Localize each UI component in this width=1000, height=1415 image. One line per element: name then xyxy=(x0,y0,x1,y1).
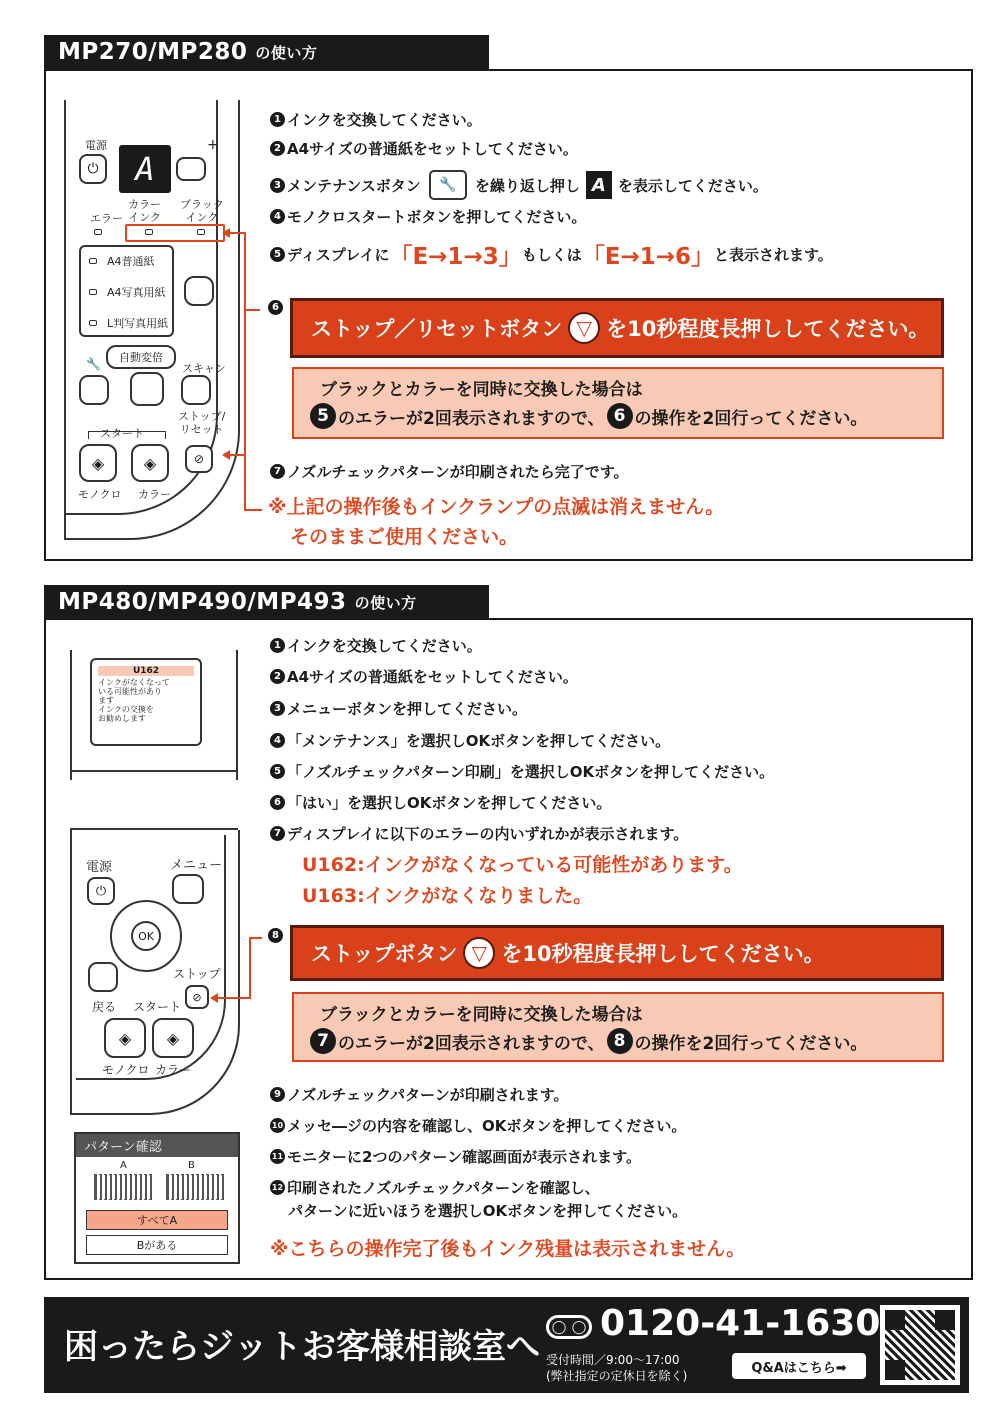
pattern-option-b-exists-label: Bがある xyxy=(136,1239,178,1252)
s1-note-post: の操作を2回行ってください。 xyxy=(634,408,868,429)
s2-step-3 xyxy=(270,698,527,719)
pointer-arrowhead-stop xyxy=(222,450,230,460)
panel2-mono-label: モノクロ xyxy=(102,1063,150,1077)
s1-step-4-num: 4 xyxy=(270,209,285,224)
s1-step-5-post: と表示されます。 xyxy=(714,246,833,264)
s1-step-6-num: 6 xyxy=(268,300,283,315)
pattern-label-b: B xyxy=(188,1160,195,1171)
s2-warning: ※こちらの操作完了後もインク残量は表示されません。 xyxy=(270,1238,746,1260)
panel2-back-label: 戻る xyxy=(92,1000,117,1014)
s1-step-1-text: インクを交換してください。 xyxy=(287,111,482,129)
footer-title: 困ったらジットお客様相談室へ xyxy=(64,1327,540,1367)
s2-step-5-text: 「ノズルチェックパターン印刷」を選択しOKボタンを押してください。 xyxy=(287,763,775,781)
s1-note-line1: ブラックとカラーを同時に交換した場合は xyxy=(320,380,643,400)
power-icon: ⏻ xyxy=(87,161,99,177)
section1-title-suffix: の使い方 xyxy=(255,43,318,62)
s1-step-3-mid: を繰り返し押し xyxy=(474,176,580,195)
start-diamond-icon: ◈ xyxy=(91,453,105,473)
s1-step-4-text: モノクロスタートボタンを押してください。 xyxy=(287,208,587,226)
panel1-maintenance-icon: 🔧 xyxy=(86,357,101,371)
s1-banner-post: を10秒程度長押ししてください。 xyxy=(606,317,930,341)
footer-phone: 0120-41-1630 xyxy=(600,1303,881,1344)
s1-step-1-num: 1 xyxy=(270,112,285,127)
s1-step-3 xyxy=(270,170,768,200)
s2-step-2 xyxy=(270,666,578,687)
pattern-option-b-exists[interactable] xyxy=(86,1235,228,1255)
panel1-color-label: カラー xyxy=(138,488,171,501)
panel1-display-text: A xyxy=(135,150,155,188)
s1-step-1 xyxy=(270,109,482,130)
panel2-hinge xyxy=(70,770,238,830)
section2-title xyxy=(44,585,489,619)
s2-step-1 xyxy=(270,635,482,656)
s2-note-post: の操作を2回行ってください。 xyxy=(634,1033,868,1054)
s2-step-2-num: 2 xyxy=(270,669,285,684)
pattern-confirm-box xyxy=(74,1132,240,1264)
s1-step-5-pre: ディスプレイに xyxy=(287,246,390,264)
freedial-circle-left-icon: ◯ xyxy=(551,1319,567,1335)
s1-step-5-num: 5 xyxy=(270,247,285,262)
s2-step-4 xyxy=(270,730,670,751)
s2-step-9-num: 9 xyxy=(270,1087,285,1102)
s2-step-3-text: メニューボタンを押してください。 xyxy=(287,700,528,718)
s2-step-8-num: 8 xyxy=(268,928,283,943)
s2-step-2-text: A4サイズの普通紙をセットしてください。 xyxy=(287,668,578,686)
pattern-option-all-a[interactable] xyxy=(86,1210,228,1230)
panel1-paper-label-3: L判写真用紙 xyxy=(107,317,169,330)
s2-step-12-text: 印刷されたノズルチェックパターンを確認し、 xyxy=(287,1179,600,1197)
s2-step-1-text: インクを交換してください。 xyxy=(287,637,482,655)
panel1-start-label: スタート xyxy=(100,427,144,440)
panel1-mono-label: モノクロ xyxy=(78,488,122,501)
panel1-color-ink-label: カラー インク xyxy=(128,198,161,224)
footer-hours-line1: 受付時間／9:00〜17:00 xyxy=(546,1353,680,1367)
s1-step-4 xyxy=(270,206,586,227)
s2-step-6-num: 6 xyxy=(270,795,285,810)
footer-qa-label: Q&Aはこちら➡ xyxy=(751,1360,847,1376)
freedial-circle-right-icon: ◯ xyxy=(571,1319,587,1335)
s2-step-8-marker xyxy=(268,928,285,943)
panel2-screen-code: U162 xyxy=(98,666,194,676)
s1-step-5-code2: 「E→1→6」 xyxy=(581,244,714,270)
s1-banner-pre: ストップ／リセットボタン xyxy=(311,317,563,341)
footer-hours-line2: (弊社指定の定休日を除く) xyxy=(546,1369,688,1383)
s2-note-box xyxy=(292,992,944,1062)
start-diamond-icon: ◈ xyxy=(118,1028,132,1048)
s1-step-2 xyxy=(270,138,578,159)
s2-note-line2 xyxy=(308,1028,928,1054)
stop-icon: ⊘ xyxy=(193,452,205,466)
start-diamond-icon: ◈ xyxy=(143,453,157,473)
footer-qa-button[interactable] xyxy=(732,1353,866,1379)
s2-step-11 xyxy=(270,1146,641,1167)
s2-step-3-num: 3 xyxy=(270,701,285,716)
stop-reset-icon: ▽ xyxy=(568,312,600,344)
pattern-option-all-a-label: すべてA xyxy=(136,1214,178,1227)
s1-step-2-num: 2 xyxy=(270,141,285,156)
panel1-auto-copy-label: 自動変倍 xyxy=(119,351,163,364)
s2-step-4-num: 4 xyxy=(270,733,285,748)
s2-step-10 xyxy=(270,1115,686,1136)
s1-step-3-num: 3 xyxy=(270,178,285,193)
s1-step-7 xyxy=(270,461,629,482)
s1-step-2-text: A4サイズの普通紙をセットしてください。 xyxy=(287,140,578,158)
pointer-line-stop2 xyxy=(216,938,262,998)
s2-banner-post: を10秒程度長押ししてください。 xyxy=(501,942,825,966)
s1-note-box xyxy=(292,367,944,439)
s2-step-7 xyxy=(270,823,688,844)
s2-step-9 xyxy=(270,1084,569,1105)
panel2-stop-label: ストップ xyxy=(173,967,221,981)
s2-step-7-text: ディスプレイに以下のエラーの内いずれかが表示されます。 xyxy=(287,825,689,843)
s2-step-6-text: 「はい」を選択しOKボタンを押してください。 xyxy=(287,794,612,812)
panel2-mono-start-button[interactable] xyxy=(104,1018,146,1058)
stop-icon: ⊘ xyxy=(192,990,202,1004)
s1-step-5 xyxy=(270,238,833,271)
panel2-color-label: カラー xyxy=(155,1063,192,1077)
panel1-error-label: エラー xyxy=(90,212,123,225)
section2-title-suffix: の使い方 xyxy=(354,593,417,612)
panel2-start-label: スタート xyxy=(133,1000,182,1014)
panel1-stop-reset-label: ストップ/ リセット xyxy=(178,410,226,436)
s2-step-7-num: 7 xyxy=(270,826,285,841)
s1-step-6-marker xyxy=(268,300,285,315)
s1-step-3-pre: メンテナンスボタン xyxy=(287,176,421,195)
pattern-label-a: A xyxy=(120,1160,127,1171)
panel2-power-label: 電源 xyxy=(86,860,113,875)
s2-note-num1: 7 xyxy=(310,1028,336,1054)
s1-warning-line1: ※上記の操作後もインクランプの点滅は消えません。 xyxy=(268,496,725,518)
s2-note-mid: のエラーが2回表示されますので、 xyxy=(338,1033,605,1054)
s2-note-line1: ブラックとカラーを同時に交換した場合は xyxy=(320,1005,643,1025)
s1-step-5-mid: もしくは xyxy=(521,246,582,264)
s2-step-5-num: 5 xyxy=(270,764,285,779)
s2-step-12-num: 12 xyxy=(270,1180,285,1195)
s1-note-num2: 6 xyxy=(607,403,633,429)
section1-title-model: MP270/MP280 xyxy=(58,39,248,65)
panel2-color-start-button[interactable] xyxy=(152,1018,194,1058)
qr-code-pattern xyxy=(885,1310,955,1380)
pointer-arrowhead-ink-led xyxy=(222,228,230,238)
s2-error-u162: U162:インクがなくなっている可能性があります。 xyxy=(302,854,743,876)
s2-step-11-text: モニターに2つのパターン確認画面が表示されます。 xyxy=(287,1148,641,1166)
panel1-paper-label-1: A4普通紙 xyxy=(107,255,155,268)
s2-step-12 xyxy=(270,1177,600,1198)
display-a-icon: A xyxy=(586,171,612,199)
panel1-scan-label: スキャン xyxy=(182,362,226,375)
section2-pointer-line xyxy=(0,900,300,1020)
s2-step-9-text: ノズルチェックパターンが印刷されます。 xyxy=(287,1086,569,1104)
freedial-icon xyxy=(546,1315,592,1339)
s1-step-6-banner xyxy=(290,298,944,358)
s1-step-7-text: ノズルチェックパターンが印刷されたら完了です。 xyxy=(287,463,629,481)
maintenance-button-icon: 🔧 xyxy=(429,170,467,200)
qr-code-icon[interactable] xyxy=(880,1305,960,1385)
stop-icon-large: ▽ xyxy=(463,937,495,969)
panel2-ok-label: OK xyxy=(138,929,154,943)
s2-step-4-text: 「メンテナンス」を選択しOKボタンを押してください。 xyxy=(287,732,671,750)
s2-step-10-num: 10 xyxy=(270,1118,285,1133)
pointer-arrowhead-stop2 xyxy=(210,993,218,1003)
s1-warning-line2: そのままご使用ください。 xyxy=(290,526,519,548)
s2-error-u163: U163:インクがなくなりました。 xyxy=(302,885,593,907)
footer-banner xyxy=(44,1297,969,1393)
panel2-screen xyxy=(90,658,202,746)
panel1-plus-label: + xyxy=(207,137,219,153)
s2-banner-pre: ストップボタン xyxy=(311,942,458,966)
panel1-paper-label-2: A4写真用紙 xyxy=(107,286,166,299)
pattern-image-a xyxy=(94,1174,152,1200)
section2-title-model: MP480/MP490/MP493 xyxy=(58,589,347,615)
s2-step-11-num: 11 xyxy=(270,1149,285,1164)
start-diamond-icon: ◈ xyxy=(166,1028,180,1048)
panel2-menu-label: メニュー xyxy=(170,858,223,873)
pattern-confirm-title: パターン確認 xyxy=(76,1134,238,1157)
s1-note-mid: のエラーが2回表示されますので、 xyxy=(338,408,605,429)
panel1-power-label: 電源 xyxy=(85,139,107,152)
s2-note-num2: 8 xyxy=(607,1028,633,1054)
s2-step-12-line2: パターンに近いほうを選択しOKボタンを押してください。 xyxy=(288,1202,688,1220)
panel1-black-ink-label: ブラック インク xyxy=(180,198,224,224)
s1-step-3-post: を表示してください。 xyxy=(617,176,768,195)
panel2-screen-message: インクがなくなって いる可能性があり ます インクの交換を お勧めします xyxy=(98,678,170,723)
s1-step-5-code1: 「E→1→3」 xyxy=(389,244,522,270)
s2-step-5 xyxy=(270,761,774,782)
s1-step-7-num: 7 xyxy=(270,464,285,479)
pointer-line-stop xyxy=(228,310,260,455)
s2-step-1-num: 1 xyxy=(270,638,285,653)
s2-step-10-text: メッセ―ジの内容を確認し、OKボタンを押してください。 xyxy=(287,1117,687,1135)
power-icon: ⏻ xyxy=(95,883,107,899)
s2-step-6 xyxy=(270,792,611,813)
s2-step-8-banner xyxy=(290,925,944,981)
s1-note-line2 xyxy=(308,403,928,429)
pattern-image-b xyxy=(166,1174,224,1200)
s1-note-num1: 5 xyxy=(310,403,336,429)
